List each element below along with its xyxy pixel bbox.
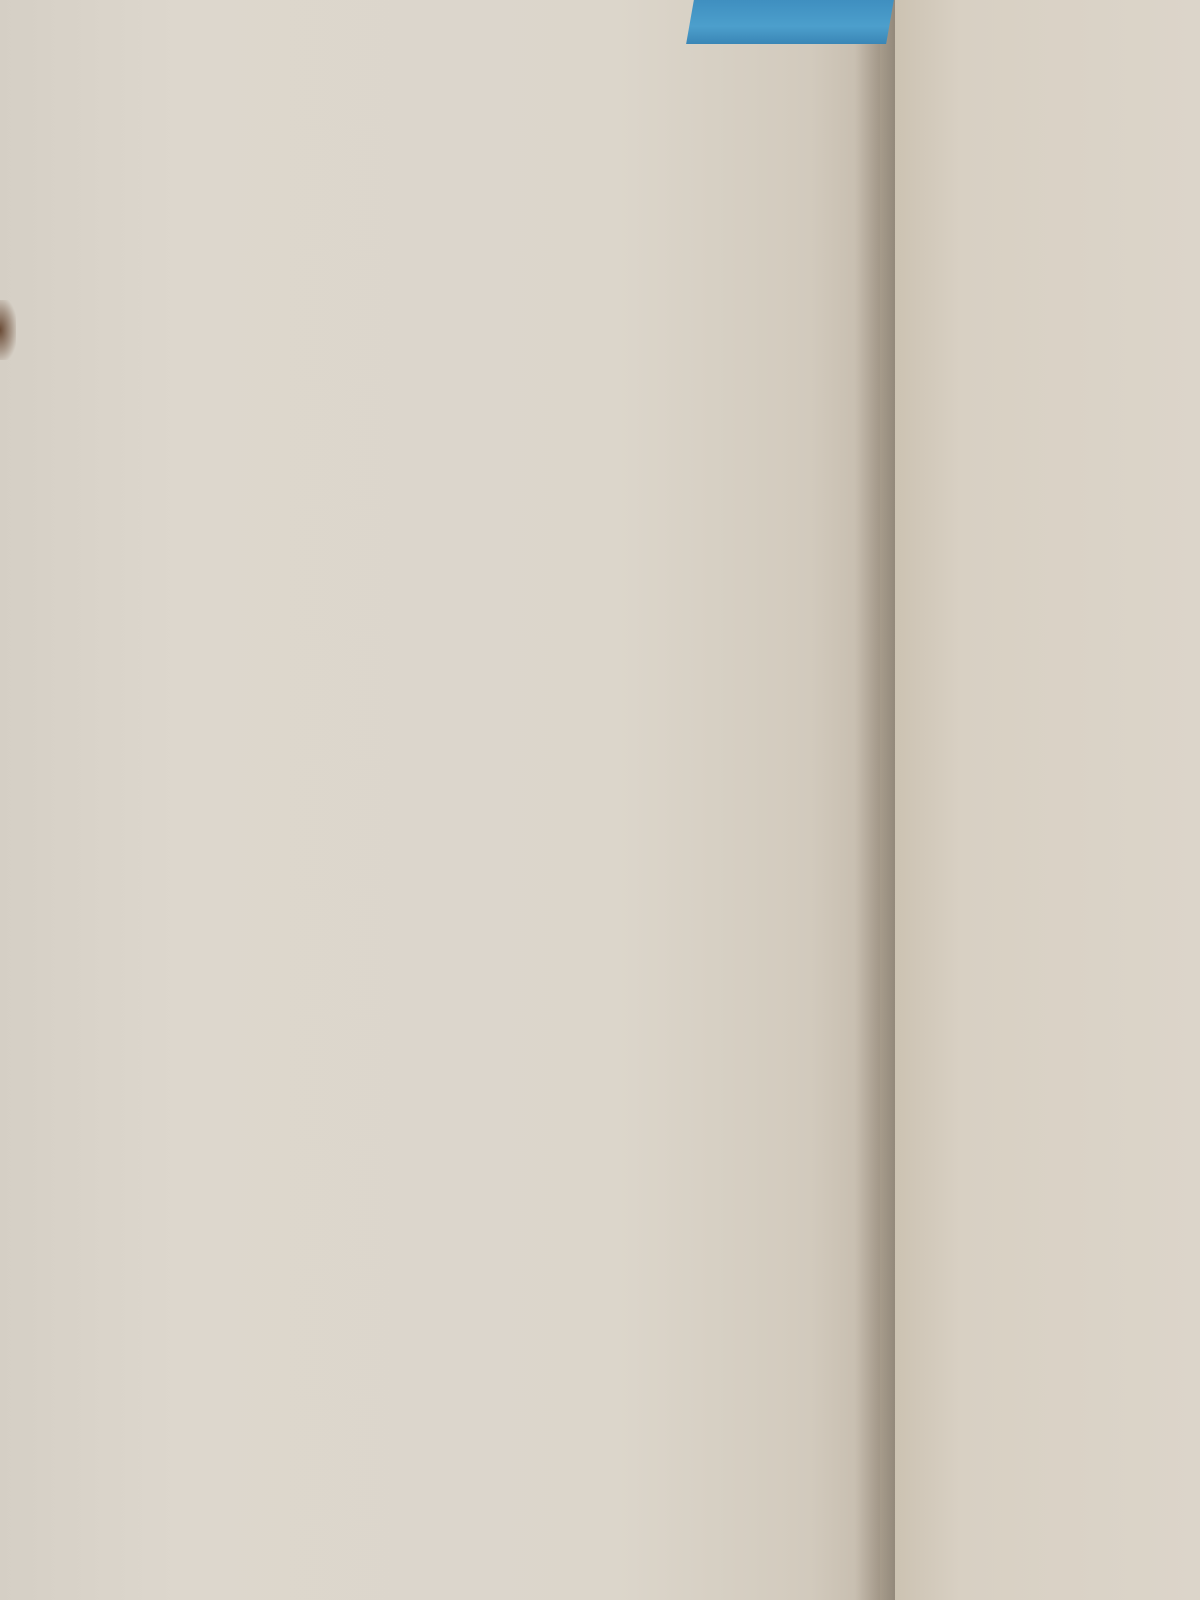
gutter-shadow bbox=[855, 0, 895, 1600]
page-edge-stain bbox=[0, 300, 16, 360]
blue-cover-corner bbox=[686, 0, 894, 44]
pag-label bbox=[147, 124, 843, 151]
facing-blank-page bbox=[880, 0, 1200, 1600]
